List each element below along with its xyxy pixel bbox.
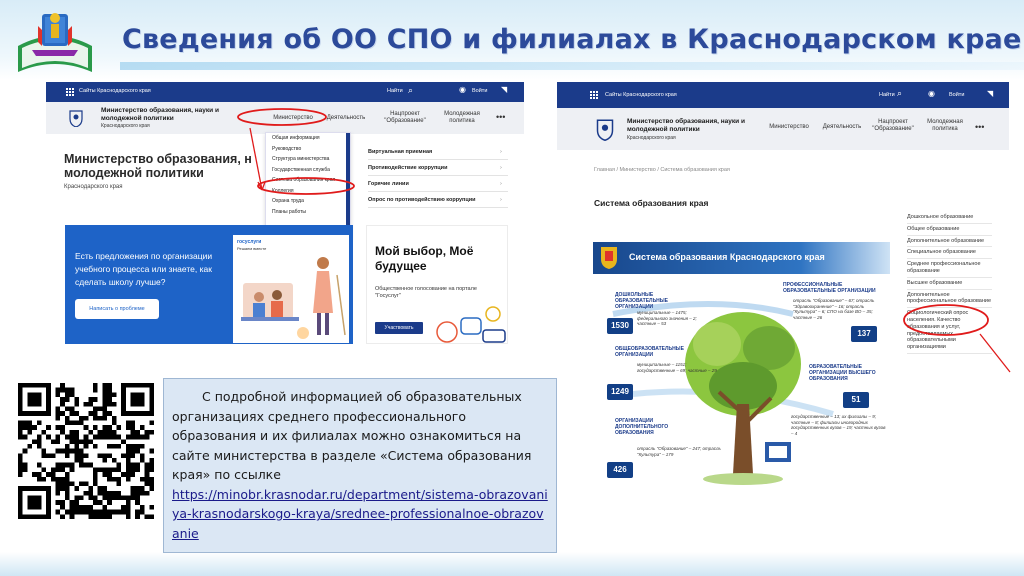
vote-illustration — [431, 304, 511, 344]
crest-icon — [599, 245, 619, 271]
menu-national-project[interactable]: Нацпроект "Образование" — [872, 119, 914, 132]
infographic-title: Система образования Краснодарского края — [629, 252, 825, 262]
ministry-page-subtitle: Краснодарского края — [64, 184, 123, 190]
info-paragraph: С подробной информацией об образовательных организациях среднего профессионального образования и их филиалах можно ознакомиться на сайте министерства в разделе «Система образования края» по ссылке — [172, 389, 532, 482]
vote-card-subtitle: Общественное голосование на портале "Госуслуг" — [375, 286, 477, 299]
dropdown-item-education-system[interactable]: Система образования края — [272, 177, 336, 183]
link-anticorruption[interactable]: Противодействие коррупции › — [368, 160, 508, 176]
site-header — [46, 102, 524, 134]
sidebar-item-preschool[interactable]: Дошкольное образование — [907, 212, 992, 224]
dropdown-item-structure[interactable]: Структура министерства — [272, 156, 330, 162]
menu-activity[interactable]: Деятельность — [822, 124, 862, 130]
rss-icon[interactable]: ◥ — [987, 89, 994, 98]
chevron-right-icon: › — [500, 181, 502, 187]
info-link[interactable]: https://minobr.krasnodar.ru/department/sistema-obrazovaniya-krasnodarskogo-kraya/srednee-professionalnoe-obrazovanie — [172, 486, 548, 541]
vocational-label: ПРОФЕССИОНАЛЬНЫЕ ОБРАЗОВАТЕЛЬНЫЕ ОРГАНИЗАЦИИ — [783, 282, 876, 294]
org-region: Краснодарского края — [627, 135, 676, 141]
sidebar-item-special[interactable]: Специальное образование — [907, 247, 992, 259]
dropdown-item-leadership[interactable]: Руководство — [272, 145, 302, 152]
higher-count: 51 — [843, 392, 869, 408]
ministry-dropdown-menu — [265, 132, 351, 238]
gosuslugi-logo: госуслуги — [237, 239, 262, 245]
sidebar-item-higher[interactable]: Высшее образование — [907, 278, 992, 290]
info-text — [172, 387, 550, 543]
sidebar-item-secondary-vocational[interactable]: Среднее профессиональное образование — [907, 259, 992, 278]
search-link[interactable]: Найти — [387, 88, 403, 94]
search-icon[interactable]: ⌕ — [897, 88, 903, 98]
org-region: Краснодарского края — [101, 123, 150, 129]
sites-link[interactable]: Сайты Краснодарского края — [605, 92, 677, 98]
menu-national-project[interactable]: Нацпроект "Образование" — [384, 111, 426, 124]
sidebar-item-survey[interactable]: Социологический опрос населения. Качество образования и услуг, предоставляемых образовательными организациями — [907, 308, 992, 354]
rss-icon[interactable]: ◥ — [501, 85, 508, 94]
dropdown-accent-bar — [346, 133, 350, 239]
ministry-site-screenshot-education-system — [557, 82, 1009, 492]
gosuslugi-slogan: Решаем вместе — [237, 246, 267, 251]
link-virtual-reception[interactable]: Виртуальная приемная › — [368, 144, 508, 160]
education-system-infographic — [593, 242, 890, 490]
sidebar-item-additional[interactable]: Дополнительное образование — [907, 236, 992, 248]
sidebar-item-additional-professional[interactable]: Дополнительное профессиональное образование — [907, 290, 992, 309]
slide-title: Сведения об ОО СПО и филиалах в Краснодарском крае — [122, 24, 1022, 55]
search-icon[interactable]: ⌕ — [408, 85, 414, 95]
report-problem-button[interactable]: Написать о проблеме — [75, 299, 159, 319]
dropdown-item-labor-protection[interactable]: Охрана труда — [272, 198, 304, 204]
site-top-bar — [46, 82, 524, 102]
qr-code[interactable] — [16, 383, 156, 519]
dropdown-item-collegium[interactable]: Коллегия — [272, 187, 294, 194]
dropdown-item-work-plans[interactable]: Планы работы — [272, 208, 307, 215]
preschool-details: муниципальные – 1475; федерального значения – 2; частные – 53 — [637, 310, 697, 326]
login-link[interactable]: Войти — [949, 92, 965, 98]
ministry-page-title: Министерство образования, н молодежной политики — [64, 152, 252, 180]
general-details: муниципальные – 1151; государственные – 69; частные – 29 — [637, 362, 717, 373]
general-count: 1249 — [607, 384, 633, 400]
quick-links — [368, 144, 508, 208]
title-wave-decoration — [120, 62, 1024, 70]
classroom-illustration — [233, 235, 349, 343]
additional-label: ОРГАНИЗАЦИИ ДОПОЛНИТЕЛЬНОГО ОБРАЗОВАНИЯ — [615, 418, 669, 436]
login-link[interactable]: Войти — [472, 88, 488, 94]
menu-youth-policy[interactable]: Молодежная политика — [444, 111, 480, 124]
higher-label: ОБРАЗОВАТЕЛЬНЫЕ ОРГАНИЗАЦИИ ВЫСШЕГО ОБРАЗОВАНИЯ — [809, 364, 876, 382]
bottom-band — [0, 552, 1024, 576]
info-box — [163, 378, 557, 553]
more-icon[interactable]: ••• — [975, 122, 985, 132]
crest-icon — [595, 117, 615, 141]
additional-count: 426 — [607, 462, 633, 478]
apps-grid-icon[interactable] — [590, 91, 598, 99]
menu-youth-policy[interactable]: Молодежная политика — [927, 119, 963, 132]
eye-icon[interactable]: ◉ — [928, 89, 935, 98]
org-name: Министерство образования, науки и молодежной политики — [101, 107, 219, 122]
menu-activity[interactable]: Деятельность — [326, 115, 366, 121]
page-title: Система образования края — [594, 198, 709, 208]
vocational-count: 137 — [851, 326, 877, 342]
sites-link[interactable]: Сайты Краснодарского края — [79, 88, 151, 94]
org-name: Министерство образования, науки и молодежной политики — [627, 118, 745, 133]
vote-card — [366, 225, 508, 344]
link-hotlines[interactable]: Горячие линии › — [368, 176, 508, 192]
chevron-right-icon: › — [500, 197, 502, 203]
chevron-right-icon: › — [500, 165, 502, 171]
section-sidebar — [907, 212, 992, 354]
apps-grid-icon[interactable] — [66, 88, 74, 96]
menu-ministry[interactable]: Министерство — [273, 115, 313, 121]
crest-icon — [68, 109, 84, 127]
preschool-count: 1530 — [607, 318, 633, 334]
emblem-icon — [12, 6, 98, 80]
site-header — [557, 108, 1009, 150]
higher-details: государственные – 13; их филиалы – 9; частные – 8; филиалы иногородних государственных вузов – 19; частных вузов – 4 — [791, 414, 886, 436]
vocational-details: отрасль "Образование" – 67; отрасль "Здравоохранение" – 16; отрасль "Культура" – 6; СПО на базе ВО – 35; частные – 26 — [793, 298, 875, 320]
link-anticorruption-survey[interactable]: Опрос по противодействию коррупции › — [368, 192, 508, 208]
general-label: ОБЩЕОБРАЗОВАТЕЛЬНЫЕ ОРГАНИЗАЦИИ — [615, 346, 684, 358]
dropdown-item-general-info[interactable]: Общая информация — [272, 135, 320, 141]
participate-button[interactable]: Участвовать — [375, 322, 423, 334]
preschool-label: ДОШКОЛЬНЫЕ ОБРАЗОВАТЕЛЬНЫЕ ОРГАНИЗАЦИИ — [615, 292, 669, 310]
additional-details: отрасль "Образование" – 247; отрасль "Культура" – 179 — [637, 446, 721, 457]
vote-card-title: Мой выбор, Моё будущее — [375, 244, 474, 273]
search-link[interactable]: Найти — [879, 92, 895, 98]
sidebar-item-general[interactable]: Общее образование — [907, 224, 992, 236]
breadcrumb[interactable]: Главная / Министерство / Система образования края — [594, 167, 730, 173]
ministry-site-screenshot-home — [46, 82, 524, 348]
banner-text: Есть предложения по организации учебного процесса или знаете, как сделать школу лучше? — [75, 251, 213, 287]
chevron-right-icon: › — [500, 149, 502, 155]
banner-illustration — [233, 235, 349, 343]
menu-ministry[interactable]: Министерство — [769, 124, 809, 130]
site-top-bar — [557, 82, 1009, 108]
dropdown-item-civil-service[interactable]: Государственная служба — [272, 166, 330, 173]
more-icon[interactable]: ••• — [496, 112, 506, 122]
feedback-banner — [65, 225, 353, 344]
eye-icon[interactable]: ◉ — [459, 85, 466, 94]
